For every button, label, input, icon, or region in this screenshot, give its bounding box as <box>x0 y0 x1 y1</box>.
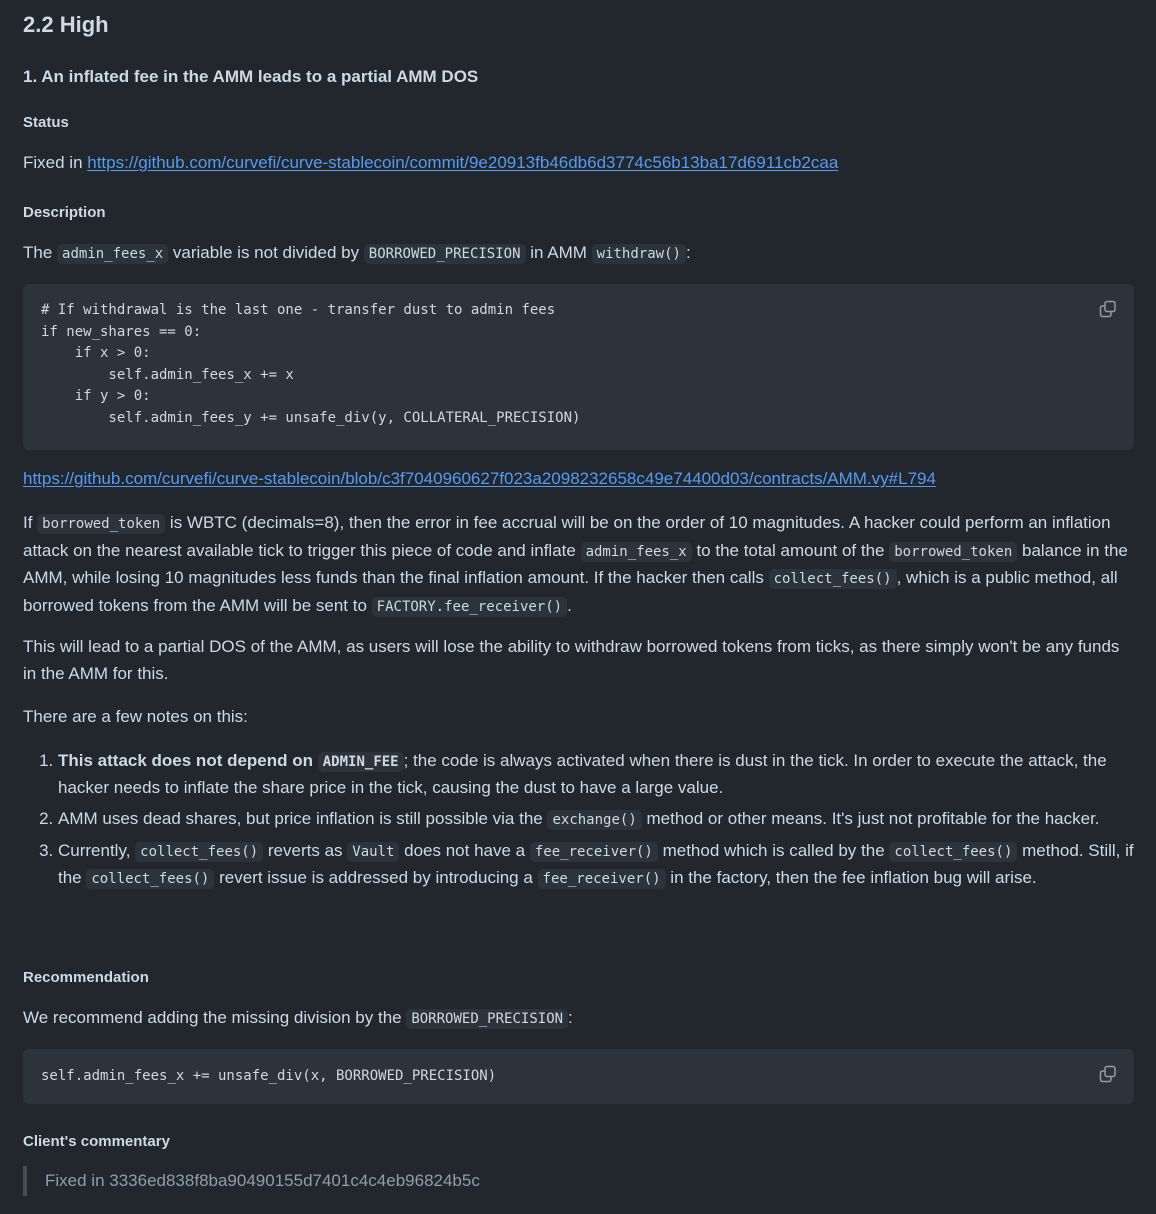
list-item <box>58 748 1134 801</box>
status-text <box>23 150 1134 176</box>
status-prefix: Fixed in <box>23 153 88 172</box>
para-text: is WBTC (decimals=8), then the error in fee accrual will be on the order of 10 magnitudes. A hacker could perform an inflation attack on the nearest available tick to trigger this piece of code and inflate <box>23 513 1111 560</box>
code-source-link[interactable]: https://github.com/curvefi/curve-stablecoin/blob/c3f7040960627f023a2098232658c49e74400d03/contracts/AMM.vy#L794 <box>23 469 936 488</box>
notes-list <box>23 748 1134 897</box>
inline-code: fee_receiver() <box>530 842 658 862</box>
list-item <box>58 838 1134 892</box>
inline-code: collect_fees() <box>86 869 214 889</box>
inline-code: collect_fees() <box>889 842 1017 862</box>
copy-icon[interactable] <box>1098 1064 1118 1084</box>
inline-code: admin_fees_x <box>581 542 692 562</box>
note-text: reverts as <box>263 841 348 860</box>
inline-code: exchange() <box>547 810 641 830</box>
description-paragraph-1 <box>23 510 1134 620</box>
note-text: Currently, <box>58 841 136 860</box>
description-heading: Description <box>23 204 106 221</box>
list-item <box>58 806 1134 833</box>
note-text: method which is called by the <box>657 841 890 860</box>
note-text: revert issue is addressed by introducing a <box>214 868 538 887</box>
inline-code: FACTORY.fee_receiver() <box>372 597 567 617</box>
status-heading: Status <box>23 114 69 131</box>
description-paragraph-2: This will lead to a partial DOS of the AMM, as users will lose the ability to withdraw borrowed tokens from ticks, as there simply won't be any funds in the AMM for this. <box>23 637 1120 683</box>
note-text: method or other means. It's just not profitable for the hacker. <box>641 809 1100 828</box>
commentary-text: Fixed in 3336ed838f8ba90490155d7401c4c4eb96824b5c <box>45 1171 480 1190</box>
code-block-recommendation <box>23 1049 1134 1104</box>
inline-code: borrowed_token <box>37 514 165 534</box>
inline-code: BORROWED_PRECISION <box>364 244 526 264</box>
commentary-quote <box>23 1166 480 1196</box>
inline-code: admin_fees_x <box>57 244 168 264</box>
note-text: ; the code is always activated when there is dust in the tick. In order to execute the attack, the hacker needs to inflate the share price in the tick, causing the dust to have a large value. <box>58 751 1107 797</box>
note-text: in the factory, then the fee inflation bug will arise. <box>665 868 1037 887</box>
recommendation-heading: Recommendation <box>23 969 149 986</box>
inline-code: borrowed_token <box>889 542 1017 562</box>
inline-code: collect_fees() <box>135 842 263 862</box>
copy-icon[interactable] <box>1098 299 1118 319</box>
inline-code: ADMIN_FEE <box>318 752 404 772</box>
inline-code: BORROWED_PRECISION <box>406 1009 568 1029</box>
inline-code: fee_receiver() <box>538 869 666 889</box>
intro-text: The <box>23 243 58 262</box>
inline-code: collect_fees() <box>769 569 897 589</box>
finding-title: 1. An inflated fee in the AMM leads to a partial AMM DOS <box>23 67 479 86</box>
note-text: method. Still, if the <box>58 841 1134 887</box>
para-text: . <box>567 595 572 615</box>
para-text: If <box>23 513 38 532</box>
code-content[interactable]: # If withdrawal is the last one - transfer dust to admin fees if new_shares == 0: if x > 0: self.admin_fees_x += x if y > 0: self.admin_fees_y += unsafe_div(y, COLLATERAL_PRECISION) <box>41 302 581 426</box>
section-title: 2.2 High <box>23 12 109 37</box>
status-commit-link[interactable]: https://github.com/curvefi/curve-stablecoin/commit/9e20913fb46db6d3774c56b13ba17d6911cb2caa <box>87 153 839 172</box>
intro-text: variable is not divided by <box>168 243 364 262</box>
code-content[interactable]: self.admin_fees_x += unsafe_div(x, BORROWED_PRECISION) <box>41 1068 497 1084</box>
para-text: balance in the AMM, while losing 10 magnitudes less funds than the final inflation amount. If the hacker then calls <box>23 540 1128 587</box>
description-paragraph-3: There are a few notes on this: <box>23 707 248 726</box>
recommendation-prefix: We recommend adding the missing division by the <box>23 1008 407 1027</box>
code-source-paragraph <box>23 466 1134 492</box>
para-text: , which is a public method, all borrowed tokens from the AMM will be sent to <box>23 568 1118 615</box>
note-text: does not have a <box>399 841 530 860</box>
inline-code: Vault <box>347 842 399 862</box>
note-text: AMM uses dead shares, but price inflation is still possible via the <box>58 809 548 828</box>
note-bold: This attack does not depend on <box>58 751 318 770</box>
description-intro <box>23 240 1134 267</box>
intro-text: in AMM <box>525 243 592 262</box>
code-block-withdraw <box>23 284 1134 450</box>
inline-code: withdraw() <box>592 244 686 264</box>
intro-text: : <box>685 243 691 262</box>
commentary-heading: Client's commentary <box>23 1133 170 1150</box>
para-text: to the total amount of the <box>691 540 890 560</box>
recommendation-text <box>23 1005 1134 1032</box>
recommendation-suffix: : <box>568 1008 573 1027</box>
